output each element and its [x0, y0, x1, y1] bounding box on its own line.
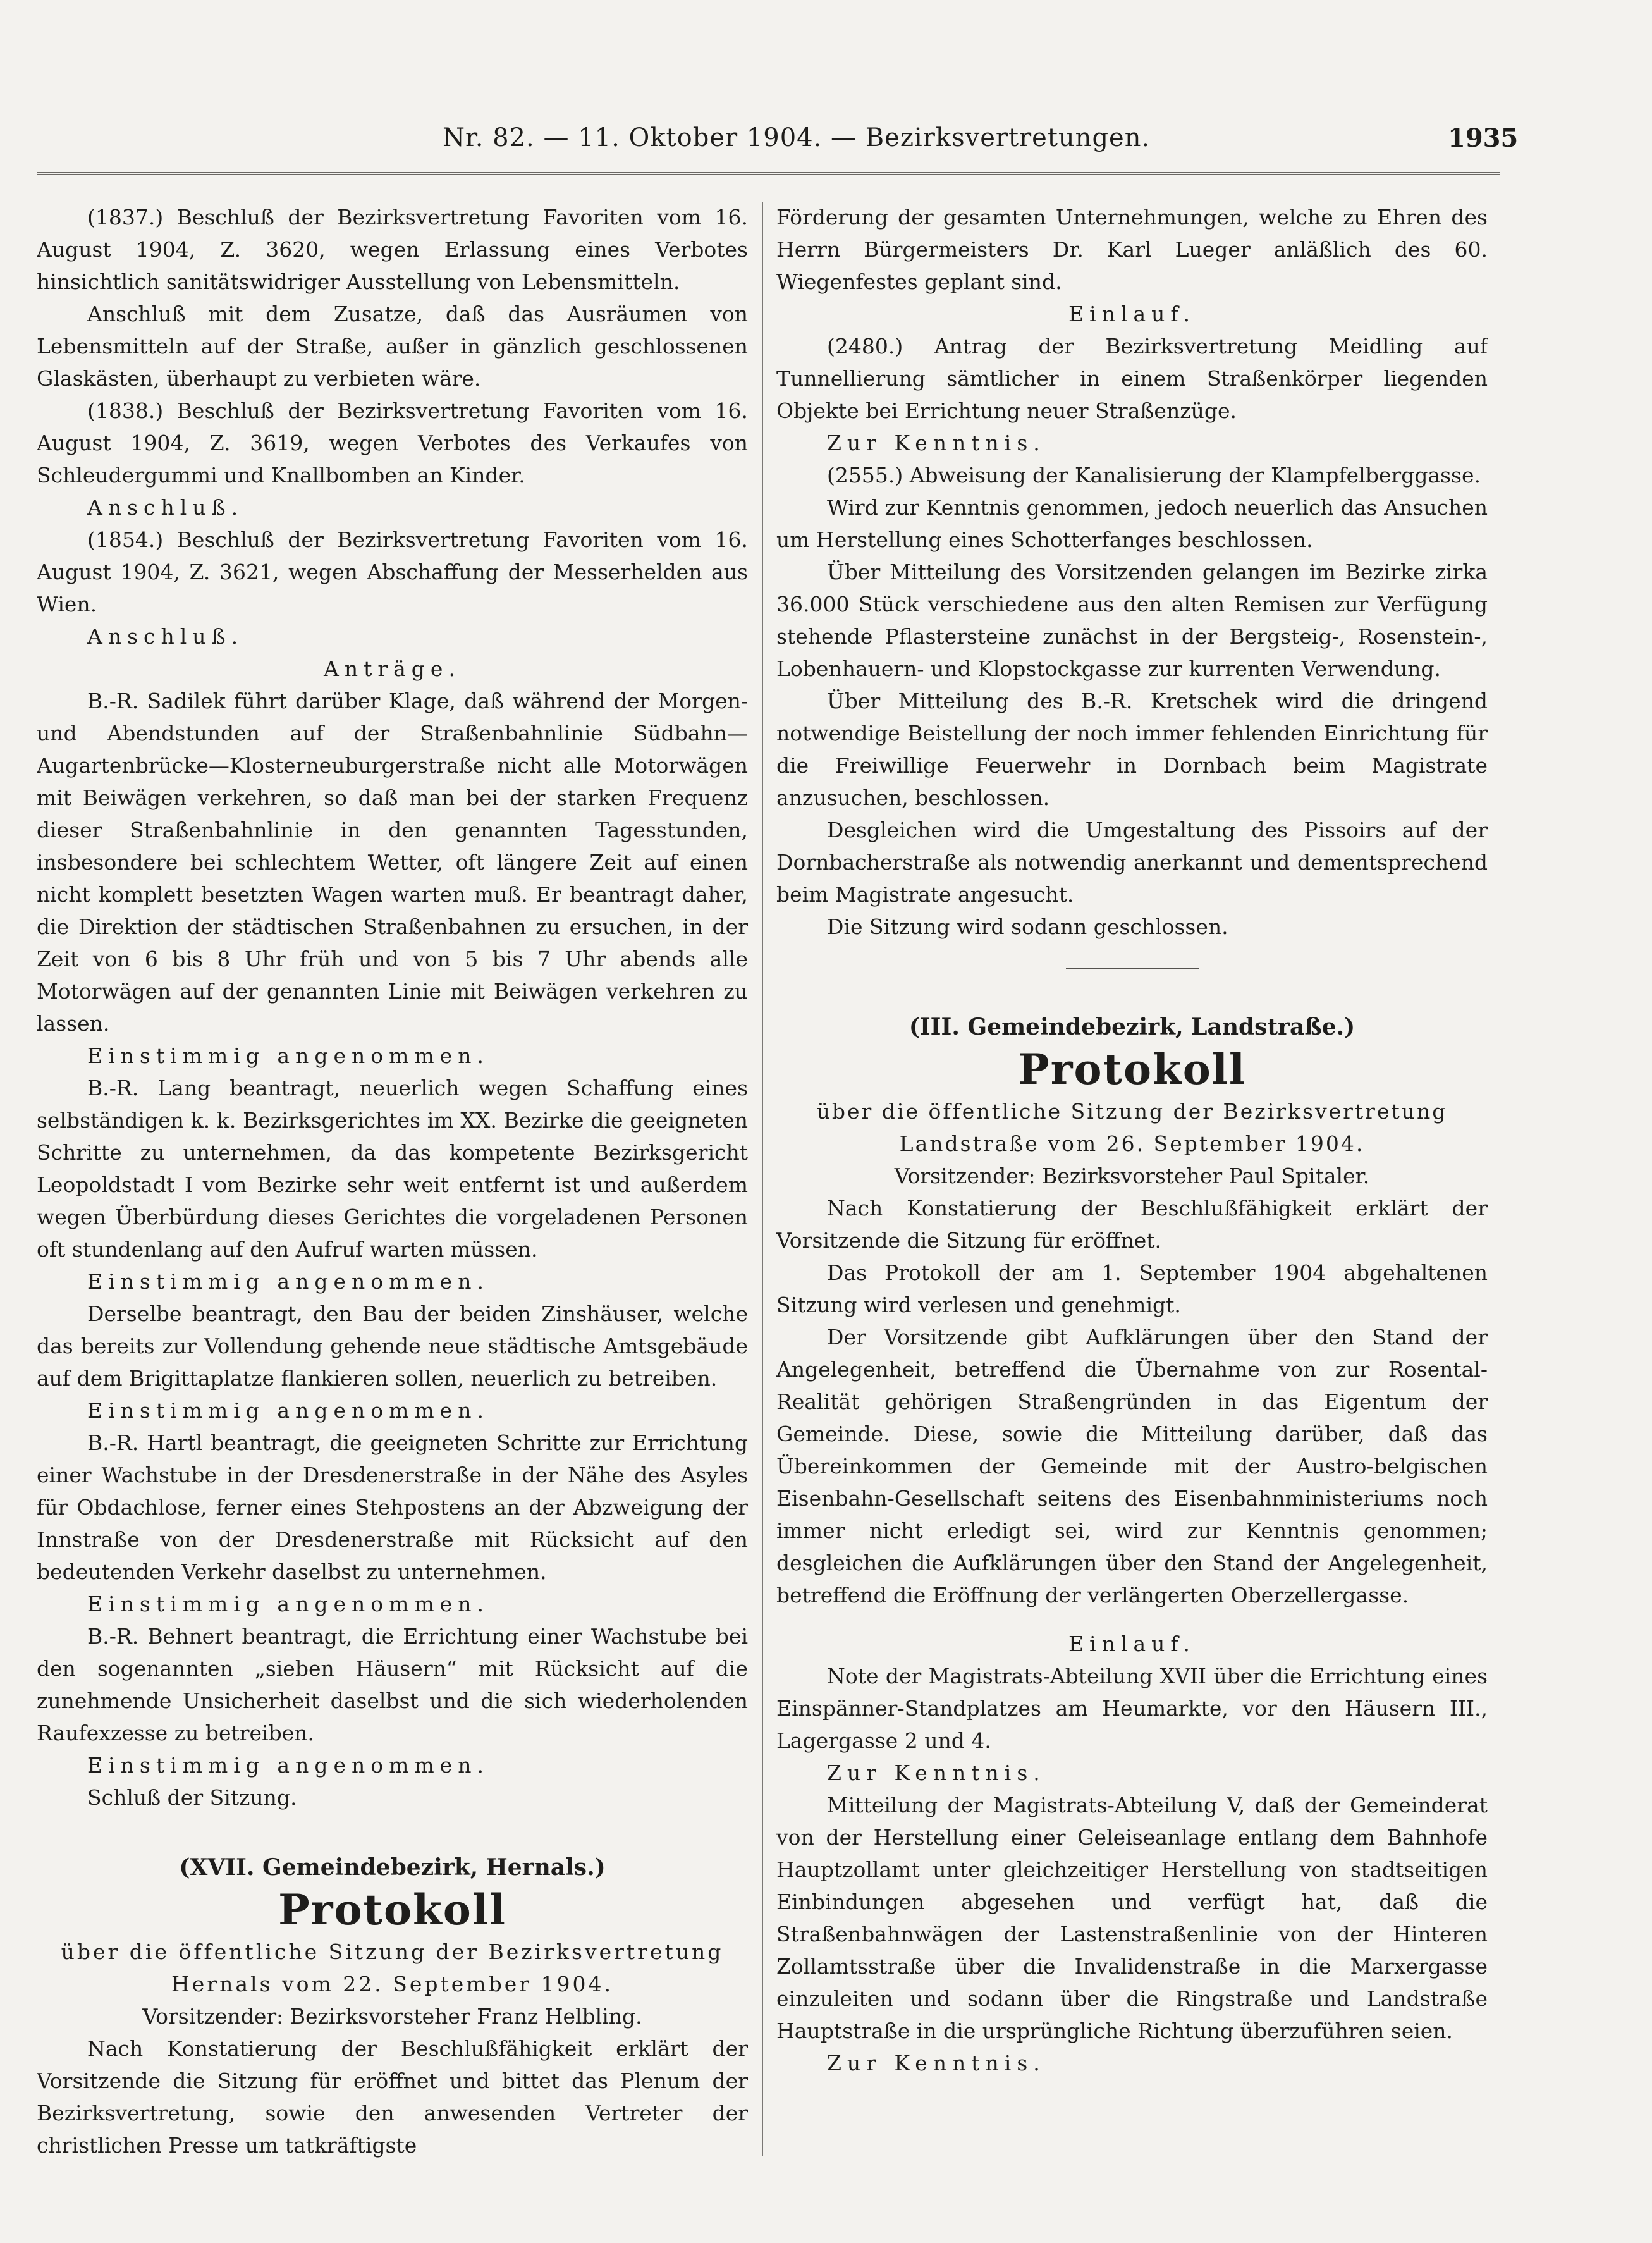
header-rule — [37, 172, 1500, 175]
paragraph: Über Mitteilung des Vorsitzenden gelangen im Bezirke zirka 36.000 Stück verschiedene aus den alten Remisen zur Verfügung stehende Pflastersteine zunächst in der Bergsteig-, Rosenstein-, Lobenhauern- und Klopstockgasse zur kurrenten Verwendung. — [776, 560, 1488, 681]
resolution: Anschluß. — [87, 495, 244, 520]
paragraph: Desgleichen wird die Umgestaltung des Pissoirs auf der Dornbacherstraße als notwendig anerkannt und dementsprechend beim Magistrate angesucht. — [776, 818, 1488, 907]
paragraph: Förderung der gesamten Unternehmungen, welche zu Ehren des Herrn Bürgermeisters Dr. Karl Lueger anläßlich des 60. Wiegenfestes geplant sind. — [776, 205, 1488, 294]
chairman-line: Vorsitzender: Bezirksvorsteher Franz Helbling. — [142, 2004, 642, 2029]
paragraph: (1854.) Beschluß der Bezirksvertretung Favoriten vom 16. August 1904, Z. 3621, wegen Abschaffung der Messerhelden aus Wien. — [37, 527, 748, 617]
paragraph: Wird zur Kenntnis genommen, jedoch neuerlich das Ansuchen um Herstellung eines Schotterfanges beschlossen. — [776, 495, 1488, 552]
left-column — [37, 201, 748, 2193]
paragraph: Derselbe beantragt, den Bau der beiden Zinshäuser, welche das bereits zur Vollendung gehende neue städtische Amtsgebäude auf dem Brigittaplatze flankieren sollen, neuerlich zu betreiben. — [37, 1301, 748, 1391]
protocol-title: Protokoll — [1018, 1045, 1246, 1094]
right-column — [776, 201, 1488, 2193]
district-heading: (XVII. Gemeindebezirk, Hernals.) — [179, 1854, 606, 1881]
resolution: Einstimmig angenommen. — [87, 1269, 489, 1294]
resolution: Einstimmig angenommen. — [87, 1398, 489, 1423]
protocol-title: Protokoll — [278, 1885, 506, 1934]
paragraph: B.-R. Lang beantragt, neuerlich wegen Schaffung eines selbständigen k. k. Bezirksgerichtes im XX. Bezirke die geeigneten Schritte zu unternehmen, da das kompetente Bezirksgericht Leopoldstadt I vom Bezirke sehr weit entfernt ist und außerdem wegen Überbürdung dieses Gerichtes die vorgeladenen Personen oft stundenlang auf den Aufruf warten müssen. — [37, 1076, 748, 1262]
paragraph: B.-R. Behnert beantragt, die Errichtung einer Wachstube bei den sogenannten „sieben Häusern“ mit Rücksicht auf die zunehmende Unsicherheit daselbst und die sich wiederholenden Raufexzesse zu betreiben. — [37, 1624, 748, 1745]
resolution: Einstimmig angenommen. — [87, 1753, 489, 1778]
page-number: 1935 — [1448, 123, 1519, 153]
protocol-subtitle: über die öffentliche Sitzung der Bezirksvertretung Hernals vom 22. September 1904. — [61, 1939, 724, 1996]
paragraph: (2555.) Abweisung der Kanalisierung der Klampfelberggasse. — [827, 463, 1481, 488]
paragraph: Die Sitzung wird sodann geschlossen. — [827, 914, 1228, 939]
section-heading: Einlauf. — [1068, 1632, 1196, 1656]
paragraph: (1837.) Beschluß der Bezirksvertretung Favoriten vom 16. August 1904, Z. 3620, wegen Erlassung eines Verbotes hinsichtlich sanitätswidriger Ausstellung von Lebensmitteln. — [37, 205, 748, 294]
resolution: Einstimmig angenommen. — [87, 1043, 489, 1068]
section-heading: Anträge. — [324, 656, 461, 681]
resolution: Zur Kenntnis. — [827, 2051, 1046, 2075]
paragraph: Mitteilung der Magistrats-Abteilung V, daß der Gemeinderat von der Herstellung einer Geleiseanlage entlang dem Bahnhofe Hauptzollamt unter gleichzeitiger Herstellung von stadtseitigen Einbindungen abgesehen und verfügt hat, daß die Straßenbahnwägen der Lastenstraßenlinie von der Hinteren Zollamtsstraße über die Invalidenstraße in die Marxergasse einzuleiten und sodann über die Ringstraße und Landstraße Hauptstraße in die ursprüngliche Richtung überzuführen seien. — [776, 1793, 1488, 2043]
paragraph: Nach Konstatierung der Beschlußfähigkeit erklärt der Vorsitzende die Sitzung für eröffnet und bittet das Plenum der Bezirksvertretung, sowie den anwesenden Vertreter der christlichen Presse um tatkräftigste — [37, 2036, 748, 2158]
chairman-line: Vorsitzender: Bezirksvorsteher Paul Spitaler. — [894, 1164, 1370, 1188]
section-heading: Einlauf. — [1068, 302, 1196, 326]
paragraph: Das Protokoll der am 1. September 1904 abgehaltenen Sitzung wird verlesen und genehmigt. — [776, 1260, 1488, 1317]
running-header: Nr. 82. — 11. Oktober 1904. — Bezirksvertretungen. — [443, 123, 1151, 152]
resolution: Zur Kenntnis. — [827, 431, 1046, 455]
district-heading: (III. Gemeindebezirk, Landstraße.) — [909, 1014, 1355, 1040]
paragraph: (1838.) Beschluß der Bezirksvertretung Favoriten vom 16. August 1904, Z. 3619, wegen Verbotes des Verkaufes von Schleudergummi und Knallbomben an Kinder. — [37, 398, 748, 488]
paragraph: B.-R. Hartl beantragt, die geeigneten Schritte zur Errichtung einer Wachstube in der Dresdenerstraße in der Nähe des Asyles für Obdachlose, ferner eines Stehpostens an der Abzweigung der Innstraße von der Dresdenerstraße mit Rücksicht auf den bedeutenden Verkehr daselbst zu unternehmen. — [37, 1430, 748, 1584]
paragraph: Nach Konstatierung der Beschlußfähigkeit erklärt der Vorsitzende die Sitzung für eröffnet. — [776, 1196, 1488, 1253]
resolution: Anschluß. — [87, 624, 244, 649]
paragraph: Der Vorsitzende gibt Aufklärungen über den Stand der Angelegenheit, betreffend die Übernahme von zur Rosental-Realität gehörigen Straßengründen in das Eigentum der Gemeinde. Diese, sowie die Mitteilung darüber, daß das Übereinkommen der Gemeinde mit der Austro-belgischen Eisenbahn-Gesellschaft seitens des Eisenbahnministeriums noch immer nicht erledigt sei, wird zur Kenntnis genommen; desgleichen die Aufklärungen über den Stand der Angelegenheit, betreffend die Eröffnung der verlängerten Oberzellergasse. — [776, 1325, 1488, 1607]
paragraph: (2480.) Antrag der Bezirksvertretung Meidling auf Tunnellierung sämtlicher in einem Straßenkörper liegenden Objekte bei Errichtung neuer Straßenzüge. — [776, 334, 1488, 423]
resolution: Einstimmig angenommen. — [87, 1592, 489, 1616]
resolution: Zur Kenntnis. — [827, 1761, 1046, 1785]
column-divider — [762, 202, 763, 2156]
paragraph: Note der Magistrats-Abteilung XVII über die Errichtung eines Einspänner-Standplatzes am Heumarkte, vor den Häusern III., Lagergasse 2 und 4. — [776, 1664, 1488, 1753]
paragraph: Schluß der Sitzung. — [87, 1785, 297, 1810]
protocol-subtitle: über die öffentliche Sitzung der Bezirksvertretung Landstraße vom 26. September 1904. — [816, 1099, 1448, 1156]
section-separator — [1066, 968, 1199, 969]
paragraph: Über Mitteilung des B.-R. Kretschek wird die dringend notwendige Beistellung der noch immer fehlenden Einrichtung für die Freiwillige Feuerwehr in Dornbach beim Magistrate anzusuchen, beschlossen. — [776, 689, 1488, 810]
paragraph: Anschluß mit dem Zusatze, daß das Ausräumen von Lebensmitteln auf der Straße, außer in gänzlich geschlossenen Glaskästen, überhaupt zu verbieten wäre. — [37, 302, 748, 391]
paragraph: B.-R. Sadilek führt darüber Klage, daß während der Morgen- und Abendstunden auf der Straßenbahnlinie Südbahn—Augartenbrücke—Klosterneuburgerstraße nicht alle Motorwägen mit Beiwägen verkehren, so daß man bei der starken Frequenz dieser Straßenbahnlinie in den genannten Tagesstunden, insbesondere bei schlechtem Wetter, oft längere Zeit auf einen nicht komplett besetzten Wagen warten muß. Er beantragt daher, die Direktion der städtischen Straßenbahnen zu ersuchen, in der Zeit von 6 bis 8 Uhr früh und von 5 bis 7 Uhr abends alle Motorwägen auf der genannten Linie mit Beiwägen verkehren zu lassen. — [37, 689, 748, 1036]
